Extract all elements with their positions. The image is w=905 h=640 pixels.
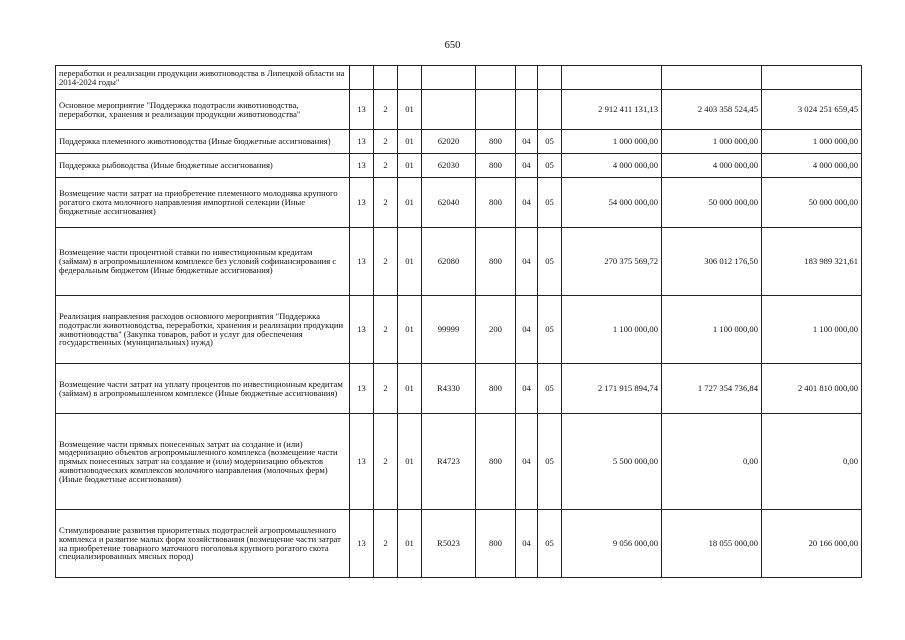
cell-code-5: 200 (476, 296, 516, 364)
cell-code-3: 01 (398, 90, 422, 130)
table-row (56, 228, 862, 296)
cell-code-6: 04 (516, 414, 538, 510)
table-row (56, 178, 862, 228)
row-description: Поддержка племенного животноводства (Иные бюджетные ассигнования) (56, 130, 350, 154)
cell-amount-3: 20 166 000,00 (762, 510, 862, 578)
cell-amount-3: 4 000 000,00 (762, 154, 862, 178)
table-row (56, 154, 862, 178)
cell-code-4: 62020 (422, 130, 476, 154)
cell-amount-2: 1 100 000,00 (662, 296, 762, 364)
row-description: Возмещение части затрат на уплату процентов по инвестиционным кредитам (займам) в агропромышленном комплексе (Иные бюджетные ассигнования) (56, 364, 350, 414)
cell-code-2: 2 (374, 130, 398, 154)
cell-code-7: 05 (538, 154, 562, 178)
row-description: Возмещение части процентной ставки по инвестиционным кредитам (займам) в агропромышленном комплексе без условий софинансирования с федеральным бюджетом (Иные бюджетные ассигнования) (56, 228, 350, 296)
cell-amount-2: 1 727 354 736,84 (662, 364, 762, 414)
cell-amount-3: 0,00 (762, 414, 862, 510)
cell-code-1: 13 (350, 510, 374, 578)
cell-code-1 (350, 66, 374, 90)
cell-code-1: 13 (350, 296, 374, 364)
cell-code-5: 800 (476, 364, 516, 414)
cell-amount-1: 4 000 000,00 (562, 154, 662, 178)
cell-code-3: 01 (398, 296, 422, 364)
cell-amount-1: 5 500 000,00 (562, 414, 662, 510)
table-row (56, 90, 862, 130)
cell-code-6: 04 (516, 510, 538, 578)
cell-amount-2: 0,00 (662, 414, 762, 510)
row-description: Стимулирование развития приоритетных подотраслей агропромышленного комплекса и развитие малых форм хозяйствования (возмещение части затрат на приобретение товарного маточного поголовья крупного рогатого скота специализированных мясных пород) (56, 510, 350, 578)
cell-code-5: 800 (476, 228, 516, 296)
cell-code-4: 62080 (422, 228, 476, 296)
cell-code-3: 01 (398, 130, 422, 154)
cell-code-7 (538, 66, 562, 90)
cell-code-3: 01 (398, 154, 422, 178)
cell-amount-1: 54 000 000,00 (562, 178, 662, 228)
cell-amount-2: 306 012 176,50 (662, 228, 762, 296)
cell-code-6 (516, 90, 538, 130)
cell-code-7 (538, 90, 562, 130)
cell-code-7: 05 (538, 510, 562, 578)
cell-amount-3: 1 000 000,00 (762, 130, 862, 154)
cell-code-2: 2 (374, 364, 398, 414)
cell-code-1: 13 (350, 90, 374, 130)
cell-amount-1 (562, 66, 662, 90)
cell-amount-2: 1 000 000,00 (662, 130, 762, 154)
cell-code-4: 62030 (422, 154, 476, 178)
cell-code-5: 800 (476, 178, 516, 228)
cell-amount-2 (662, 66, 762, 90)
cell-amount-1: 270 375 569,72 (562, 228, 662, 296)
cell-code-2: 2 (374, 154, 398, 178)
cell-code-1: 13 (350, 154, 374, 178)
cell-amount-3: 1 100 000,00 (762, 296, 862, 364)
cell-code-4 (422, 90, 476, 130)
cell-code-5: 800 (476, 510, 516, 578)
cell-code-2: 2 (374, 414, 398, 510)
table-row (56, 66, 862, 90)
cell-code-4: R4723 (422, 414, 476, 510)
cell-code-1: 13 (350, 178, 374, 228)
cell-code-2: 2 (374, 510, 398, 578)
cell-amount-3: 2 401 810 000,00 (762, 364, 862, 414)
cell-code-7: 05 (538, 364, 562, 414)
cell-code-4: R4330 (422, 364, 476, 414)
cell-amount-1: 2 171 915 894,74 (562, 364, 662, 414)
cell-code-3: 01 (398, 510, 422, 578)
budget-table (55, 65, 862, 578)
row-description: переработки и реализации продукции животноводства в Липецкой области на 2014-2024 годы" (56, 66, 350, 90)
cell-code-5: 800 (476, 130, 516, 154)
cell-code-7: 05 (538, 414, 562, 510)
row-description: Основное мероприятие "Поддержка подотрасли животноводства, переработки, хранения и реализации продукции животноводства" (56, 90, 350, 130)
table-row (56, 510, 862, 578)
cell-code-4: 62040 (422, 178, 476, 228)
cell-code-4 (422, 66, 476, 90)
cell-code-3 (398, 66, 422, 90)
cell-code-7: 05 (538, 130, 562, 154)
cell-code-2 (374, 66, 398, 90)
cell-code-2: 2 (374, 178, 398, 228)
cell-code-4: 99999 (422, 296, 476, 364)
cell-amount-1: 1 100 000,00 (562, 296, 662, 364)
cell-code-6 (516, 66, 538, 90)
cell-amount-2: 4 000 000,00 (662, 154, 762, 178)
row-description: Возмещение части затрат на приобретение племенного молодняка крупного рогатого скота молочного направления импортной селекции (Иные бюджетные ассигнования) (56, 178, 350, 228)
cell-code-5: 800 (476, 154, 516, 178)
cell-code-2: 2 (374, 296, 398, 364)
cell-amount-3: 3 024 251 659,45 (762, 90, 862, 130)
cell-code-2: 2 (374, 90, 398, 130)
table-row (56, 296, 862, 364)
cell-amount-2: 18 055 000,00 (662, 510, 762, 578)
cell-amount-3 (762, 66, 862, 90)
cell-code-7: 05 (538, 296, 562, 364)
cell-code-5 (476, 66, 516, 90)
cell-code-6: 04 (516, 130, 538, 154)
row-description: Поддержка рыбоводства (Иные бюджетные ассигнования) (56, 154, 350, 178)
cell-code-6: 04 (516, 228, 538, 296)
cell-amount-3: 183 989 321,61 (762, 228, 862, 296)
cell-code-6: 04 (516, 364, 538, 414)
cell-code-3: 01 (398, 228, 422, 296)
row-description: Возмещение части прямых понесенных затрат на создание и (или) модернизацию объектов агропромышленного комплекса (возмещение части прямых понесенных затрат на создание и (или) модернизацию объектов животноводческих комплексов молочного направления (молочных ферм) (Иные бюджетные ассигнования) (56, 414, 350, 510)
cell-code-3: 01 (398, 178, 422, 228)
table-row (56, 130, 862, 154)
cell-code-4: R5023 (422, 510, 476, 578)
cell-code-3: 01 (398, 414, 422, 510)
table-row (56, 414, 862, 510)
cell-code-7: 05 (538, 228, 562, 296)
cell-code-1: 13 (350, 414, 374, 510)
cell-code-5: 800 (476, 414, 516, 510)
cell-amount-1: 2 912 411 131,13 (562, 90, 662, 130)
cell-amount-3: 50 000 000,00 (762, 178, 862, 228)
cell-code-7: 05 (538, 178, 562, 228)
cell-code-6: 04 (516, 154, 538, 178)
cell-code-1: 13 (350, 130, 374, 154)
cell-code-3: 01 (398, 364, 422, 414)
table-row (56, 364, 862, 414)
row-description: Реализация направления расходов основного мероприятия "Поддержка подотрасли животноводства, переработки, хранения и реализации продукции животноводства" (Закупка товаров, работ и услуг для обеспечения государственных (муниципальных) нужд) (56, 296, 350, 364)
cell-amount-2: 2 403 358 524,45 (662, 90, 762, 130)
page-number: 650 (444, 40, 461, 51)
cell-code-5 (476, 90, 516, 130)
cell-code-6: 04 (516, 296, 538, 364)
cell-code-6: 04 (516, 178, 538, 228)
cell-code-1: 13 (350, 228, 374, 296)
cell-amount-2: 50 000 000,00 (662, 178, 762, 228)
cell-code-2: 2 (374, 228, 398, 296)
cell-code-1: 13 (350, 364, 374, 414)
cell-amount-1: 1 000 000,00 (562, 130, 662, 154)
cell-amount-1: 9 056 000,00 (562, 510, 662, 578)
